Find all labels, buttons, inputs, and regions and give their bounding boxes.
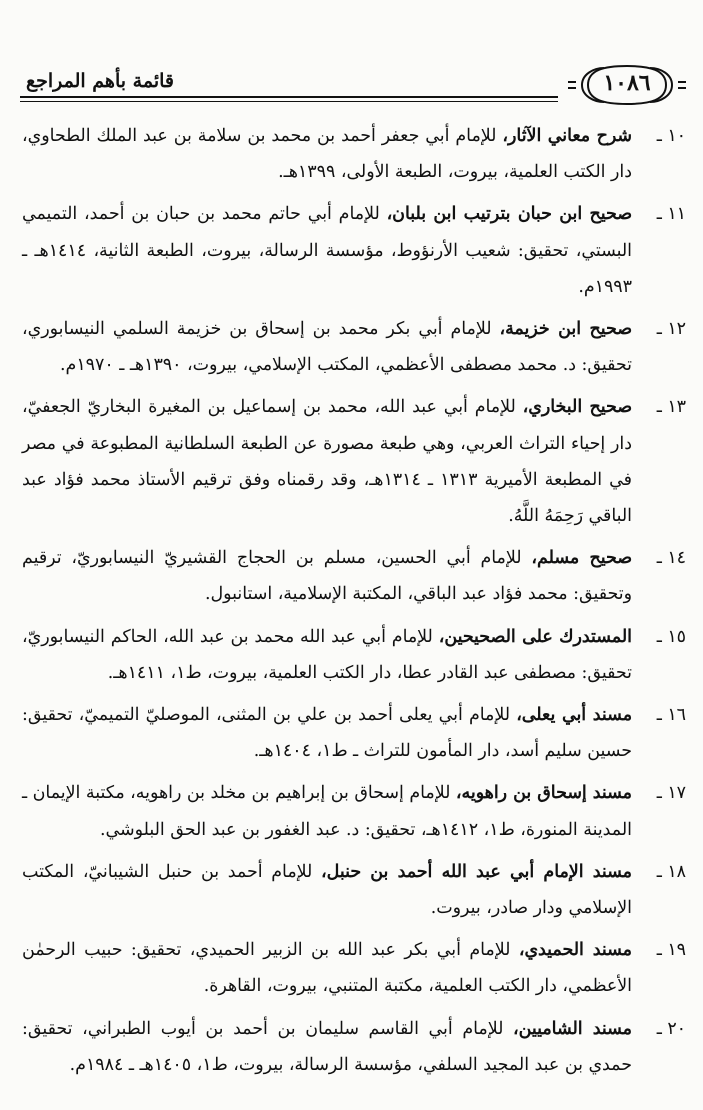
entry-number: ١٢ ـ — [656, 319, 686, 340]
reference-entry — [22, 775, 686, 847]
reference-entry — [22, 540, 686, 612]
entry-body — [22, 854, 632, 926]
running-header-title: قائمة بأهم المراجع — [26, 70, 174, 92]
entry-number: ١٨ ـ — [656, 861, 686, 882]
header-rule-thin — [20, 101, 558, 102]
entry-title: مسند الشاميين، — [513, 1018, 632, 1039]
entry-text: للإمام أبي الحسين، مسلم بن الحجاج القشيريّ النيسابوريّ، ترقيم وتحقيق: محمد فؤاد عبد الباقي، المكتبة الإسلامية، استانبول. — [22, 548, 632, 605]
entry-title: صحيح ابن خزيمة، — [499, 319, 632, 340]
page-number: ١٠٨٦ — [603, 70, 651, 96]
entry-title: المستدرك على الصحيحين، — [438, 626, 632, 647]
entry-text: للإمام إسحاق بن إبراهيم بن مخلد بن راهويه، مكتبة الإيمان ـ المدينة المنورة، ط١، ١٤١٢هـ، تحقيق: د. عبد الغفور بن عبد الحق البلوشي. — [22, 783, 632, 840]
entry-number: ١٦ ـ — [656, 705, 686, 726]
entry-number: ١٠ ـ — [656, 126, 686, 146]
entry-text: للإمام أبي يعلى أحمد بن علي بن المثنى، الموصليّ التميميّ، تحقيق: حسين سليم أسد، دار المأمون للتراث ـ ط١، ١٤٠٤هـ. — [22, 705, 632, 762]
entry-number: ١٩ ـ — [656, 940, 686, 961]
reference-entry — [22, 196, 686, 305]
entry-title: مسند الإمام أبي عبد الله أحمد بن حنبل، — [321, 861, 632, 882]
entry-text: للإمام أبي القاسم سليمان بن أحمد بن أيوب الطبراني، تحقيق: حمدي بن عبد المجيد السلفي، مؤسسة الرسالة، بيروت، ط١، ١٤٠٥هـ ـ ١٩٨٤م. — [22, 1018, 632, 1075]
entry-number: ١٤ ـ — [656, 548, 686, 569]
entry-text: للإمام أبي بكر محمد بن إسحاق بن خزيمة السلمي النيسابوري، تحقيق: د. محمد مصطفى الأعظمي، المكتب الإسلامي، بيروت، ١٣٩٠هـ ـ ١٩٧٠م. — [22, 319, 632, 376]
entry-title: صحيح مسلم، — [531, 548, 632, 569]
entry-title: مسند أبي يعلى، — [516, 705, 633, 726]
entry-text: للإمام أبي عبد الله، محمد بن إسماعيل بن المغيرة البخاريّ الجعفيّ، دار إحياء التراث العربي، وهي طبعة مصورة عن الطبعة السلطانية المطبوعة في مصر في المطبعة الأميرية ١٣١٣ ـ ١٣١٤هـ، وقد رقمناه وفق ترقيم الأستاذ محمد فؤاد عبد الباقي رَحِمَهُ اللَّهُ. — [22, 397, 632, 527]
entry-body — [22, 389, 632, 534]
entry-title: مسند إسحاق بن راهويه، — [455, 783, 632, 804]
entry-title: صحيح ابن حبان بترتيب ابن بلبان، — [386, 204, 632, 225]
entry-title: مسند الحميدي، — [518, 940, 632, 961]
reference-entry — [22, 389, 686, 534]
reference-entry — [22, 854, 686, 926]
entry-body — [22, 619, 632, 691]
reference-entry — [22, 619, 686, 691]
entry-number: ١٣ ـ — [656, 397, 686, 418]
entry-text: للإمام أحمد بن حنبل الشيبانيّ، المكتب الإسلامي ودار صادر، بيروت. — [22, 861, 632, 919]
entry-text: للإمام أبي جعفر أحمد بن محمد بن سلامة بن عبد الملك الطحاوي، دار الكتب العلمية، بيروت، الطبعة الأولى، ١٣٩٩هـ. — [22, 126, 632, 183]
entry-body — [22, 311, 632, 383]
entry-body — [22, 775, 632, 847]
reference-entry — [22, 311, 686, 383]
entry-number: ١١ ـ — [656, 204, 686, 225]
entry-body — [22, 1011, 632, 1083]
reference-entry — [22, 1011, 686, 1083]
header-rule — [20, 96, 558, 98]
entry-body — [22, 118, 632, 190]
entry-number: ٢٠ ـ — [656, 1018, 686, 1039]
entry-body — [22, 697, 632, 769]
page-header — [20, 58, 686, 110]
entry-title: صحيح البخاري، — [522, 397, 633, 418]
entry-text: للإمام أبي بكر عبد الله بن الزبير الحميدي، تحقيق: حبيب الرحمٰن الأعظمي، دار الكتب العلمية، مكتبة المتنبي، بيروت، القاهرة. — [22, 940, 632, 997]
reference-entry — [22, 697, 686, 769]
entry-body — [22, 932, 632, 1004]
entry-title: شرح معاني الآثار، — [502, 126, 632, 146]
entry-number: ١٧ ـ — [656, 783, 686, 804]
entry-body — [22, 196, 632, 305]
reference-entry — [22, 932, 686, 1004]
reference-entry — [22, 118, 686, 190]
entry-body — [22, 540, 632, 612]
entry-number: ١٥ ـ — [656, 626, 686, 647]
entry-text: للإمام أبي حاتم محمد بن حبان بن أحمد، التميمي البستي، تحقيق: شعيب الأرنؤوط، مؤسسة الرسالة، بيروت، الطبعة الثانية، ١٤١٤هـ ـ ١٩٩٣م. — [22, 204, 632, 297]
entry-text: للإمام أبي عبد الله محمد بن عبد الله، الحاكم النيسابوريّ، تحقيق: مصطفى عبد القادر عطا، دار الكتب العلمية، بيروت، ط١، ١٤١١هـ. — [22, 626, 632, 683]
reference-list — [22, 118, 686, 1089]
